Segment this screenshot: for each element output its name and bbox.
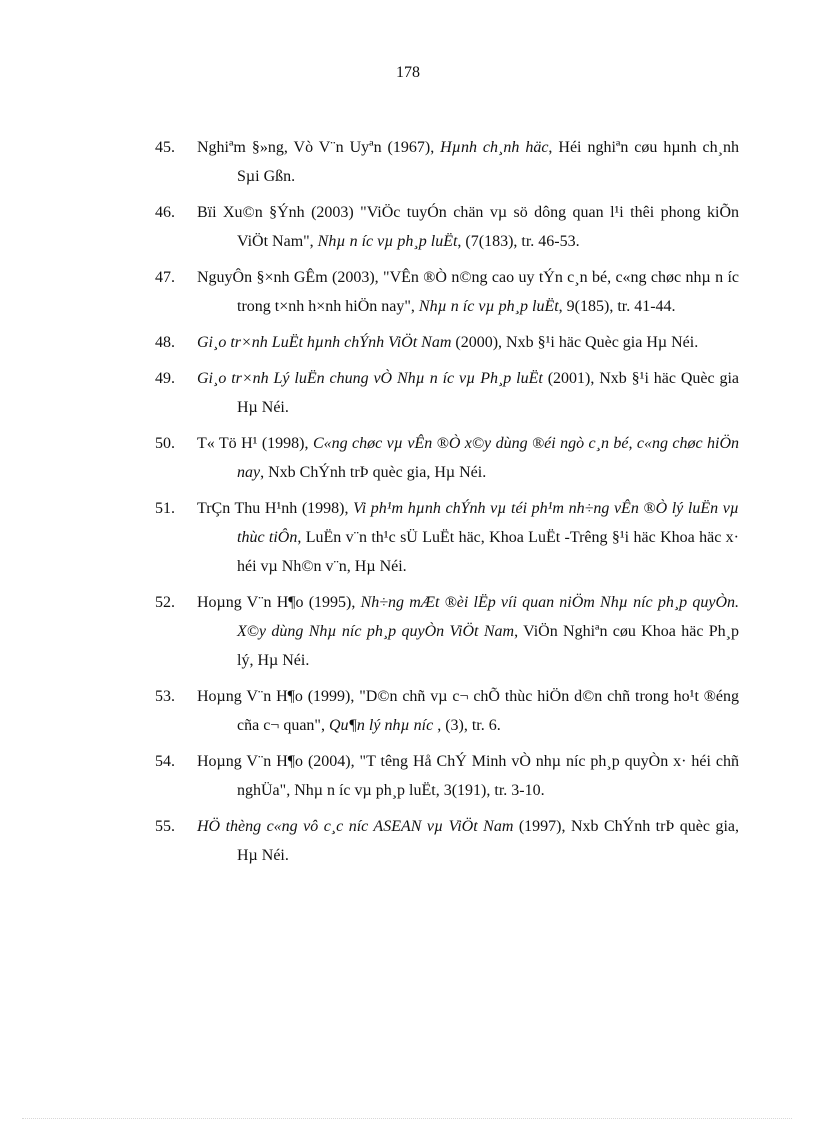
reference-segment: , Héi nghiªn cøu hµnh ch¸nh Sµi Gßn.: [237, 139, 739, 185]
reference-segment: , ViÖn Nghiªn cøu Khoa häc Ph¸p lý, Hµ Néi.: [237, 623, 740, 669]
reference-segment: Hoµng V¨n H¶o (1995),: [197, 594, 361, 611]
reference-title: Vi ph¹m hµnh chÝnh vµ téi ph¹m nh÷ng vÊn ®Ò lý luËn vµ thùc tiÔn: [237, 500, 740, 546]
reference-item: [155, 328, 739, 357]
reference-title: Gi¸o tr×nh LuËt hµnh chÝnh ViÖt Nam: [197, 334, 452, 351]
reference-item: [155, 429, 739, 487]
reference-number: 51.: [155, 500, 175, 517]
reference-number: 49.: [155, 370, 175, 387]
reference-segment: (1997), Nxb ChÝnh trÞ quèc gia, Hµ Néi.: [237, 818, 740, 864]
reference-segment: , 9(185), tr. 41-44.: [558, 298, 676, 315]
reference-number: 54.: [155, 753, 175, 770]
reference-segment: Bïi Xu©n §Ýnh (2003) "ViÖc tuyÓn chän vµ sö dông quan l¹i thêi phong kiÕn ViÖt Nam",: [197, 204, 739, 250]
reference-segment: T« Tö H¹ (1998),: [197, 435, 313, 452]
reference-segment: Nghiªm §»ng, Vò V¨n Uyªn (1967),: [197, 139, 441, 156]
reference-segment: Hoµng V¨n H¶o (2004), "T têng Hå ChÝ Minh vÒ nhµ níc ph¸p quyÒn x· héi chñ nghÜa", Nhµ n íc vµ ph¸p luËt, 3(191), tr. 3-10.: [197, 753, 739, 799]
reference-segment: Hoµng V¨n H¶o (1999), "D©n chñ vµ c¬ chÕ thùc hiÖn d©n chñ trong ho¹t ®éng cña c¬ quan",: [197, 688, 739, 734]
reference-segment: , (3), tr. 6.: [433, 717, 501, 734]
reference-number: 52.: [155, 594, 175, 611]
reference-item: [155, 263, 739, 321]
reference-item: [155, 494, 739, 581]
reference-item: [155, 682, 739, 740]
reference-item: [155, 747, 739, 805]
reference-segment: (2000), Nxb §¹i häc Quèc gia Hµ Néi.: [451, 334, 699, 351]
reference-text: [197, 688, 739, 734]
reference-text: [197, 139, 739, 185]
reference-text: [197, 370, 739, 416]
reference-title: Nh÷ng mÆt ®èi lËp víi quan niÖm Nhµ níc ph¸p quyÒn. X©y dùng Nhµ níc ph¸p quyÒn ViÖt Nam: [237, 594, 740, 640]
reference-text: [197, 334, 698, 351]
reference-text: [197, 204, 739, 250]
reference-text: [197, 500, 739, 575]
reference-item: [155, 133, 739, 191]
reference-number: 50.: [155, 435, 175, 452]
page-number: 178: [396, 64, 420, 81]
reference-item: [155, 588, 739, 675]
reference-number: 45.: [155, 139, 175, 156]
reference-segment: , (7(183), tr. 46-53.: [457, 233, 580, 250]
reference-list: [155, 133, 739, 877]
reference-segment: (2001), Nxb §¹i häc Quèc gia Hµ Néi.: [237, 370, 740, 416]
reference-text: [197, 594, 739, 669]
reference-segment: , Nxb ChÝnh trÞ quèc gia, Hµ Néi.: [260, 464, 487, 481]
reference-segment: NguyÔn §×nh GÊm (2003), "VÊn ®Ò n©ng cao uy tÝn c¸n bé, c«ng chøc nhµ n íc trong t×nh h×nh hiÖn nay",: [197, 269, 739, 315]
reference-segment: , LuËn v¨n th¹c sÜ LuËt häc, Khoa LuËt -Trêng §¹i häc Khoa häc x· héi vµ Nh©n v¨n, Hµ Néi.: [237, 529, 739, 575]
reference-number: 53.: [155, 688, 175, 705]
reference-title: Nhµ n íc vµ ph¸p luËt: [418, 298, 559, 315]
reference-number: 55.: [155, 818, 175, 835]
reference-text: [197, 435, 739, 481]
reference-title: Hµnh ch¸nh häc: [440, 139, 549, 156]
reference-number: 46.: [155, 204, 175, 221]
reference-title: Gi¸o tr×nh Lý luËn chung vÒ Nhµ n íc vµ Ph¸p luËt: [197, 370, 543, 387]
reference-item: [155, 812, 739, 870]
reference-number: 47.: [155, 269, 175, 286]
reference-title: HÖ thèng c«ng vô c¸c níc ASEAN vµ ViÖt Nam: [197, 818, 514, 835]
reference-item: [155, 364, 739, 422]
reference-text: [197, 753, 739, 799]
page-bottom-rule: [22, 1118, 792, 1119]
reference-title: Nhµ n íc vµ ph¸p luËt: [317, 233, 458, 250]
reference-text: [197, 818, 739, 864]
reference-number: 48.: [155, 334, 175, 351]
reference-title: C«ng chøc vµ vÊn ®Ò x©y dùng ®éi ngò c¸n bé, c«ng chøc hiÖn nay: [237, 435, 740, 481]
reference-text: [197, 269, 739, 315]
reference-item: [155, 198, 739, 256]
reference-segment: TrÇn Thu H¹nh (1998),: [197, 500, 354, 517]
reference-title: Qu¶n lý nhµ níc: [328, 717, 434, 734]
